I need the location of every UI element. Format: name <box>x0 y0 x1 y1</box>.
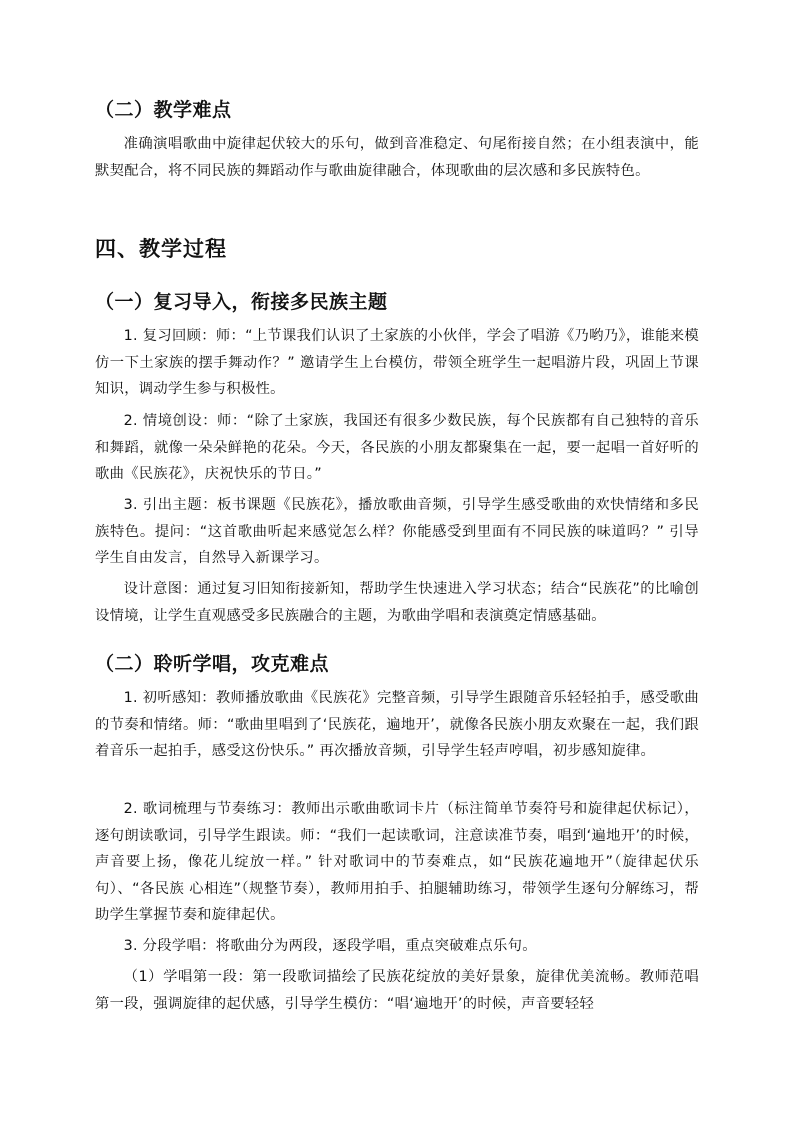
section-heading-review-intro: （一）复习导入，衔接多民族主题 <box>95 291 388 313</box>
paragraph-scenario: 2. 情境创设：师：“除了土家族，我国还有很多少数民族，每个民族都有自己独特的音乐和舞蹈，就像一朵朵鲜艳的花朵。今天，各民族的小朋友都聚集在一起，要一起唱一首好听的歌曲《民族花》，庆祝快乐的节日。” <box>95 413 699 482</box>
paragraph-first-section: （1）学唱第一段：第一段歌词描绘了民族花绽放的美好景象，旋律优美流畅。教师范唱第一段，强调旋律的起伏感，引导学生模仿：“唱‘遍地开’的时候，声音要轻轻 <box>95 969 699 1012</box>
paragraph-difficulties: 准确演唱歌曲中旋律起伏较大的乐句，做到音准稳定、句尾衔接自然；在小组表演中，能默契配合，将不同民族的舞蹈动作与歌曲旋律融合，体现歌曲的层次感和多民族特色。 <box>95 136 699 179</box>
chapter-heading-teaching-process: 四、教学过程 <box>95 237 227 261</box>
paragraph-lyrics-rhythm: 2. 歌词梳理与节奏练习：教师出示歌曲歌词卡片（标注简单节奏符号和旋律起伏标记），逐句朗读歌词，引导学生跟读。师：“我们一起读歌词，注意读准节奏，唱到‘遍地开’的时候，声音要上扬，像花儿绽放一样。” 针对歌词中的节奏难点，如“民族花遍地开”（旋律起伏乐句）、“各民族 心相连”（规整节奏），教师用拍手、拍腿辅助练习，带领学生逐句分解练习，帮助学生掌握节奏和旋律起伏。 <box>95 801 699 923</box>
paragraph-first-listen: 1. 初听感知：教师播放歌曲《民族花》完整音频，引导学生跟随音乐轻轻拍手，感受歌曲的节奏和情绪。师：“歌曲里唱到了‘民族花，遍地开’，就像各民族小朋友欢聚在一起，我们跟着音乐一起拍手，感受这份快乐。” 再次播放音频，引导学生轻声哼唱，初步感知旋律。 <box>95 690 699 759</box>
section-heading-listen-learn: （二）聆听学唱，攻克难点 <box>95 653 330 675</box>
paragraph-topic: 3. 引出主题：板书课题《民族花》，播放歌曲音频，引导学生感受歌曲的欢快情绪和多民族特色。提问：“这首歌曲听起来感觉怎么样？你能感受到里面有不同民族的味道吗？” 引导学生自由发言，自然导入新课学习。 <box>95 497 699 566</box>
paragraph-design-intent: 设计意图：通过复习旧知衔接新知，帮助学生快速进入学习状态；结合“民族花”的比喻创设情境，让学生直观感受多民族融合的主题，为歌曲学唱和表演奠定情感基础。 <box>95 581 699 624</box>
section-heading-teaching-difficulties: （二）教学难点 <box>95 99 232 121</box>
paragraph-review: 1. 复习回顾：师：“上节课我们认识了土家族的小伙伴，学会了唱游《乃哟乃》，谁能来模仿一下土家族的摆手舞动作？” 邀请学生上台模仿，带领全班学生一起唱游片段，巩固上节课知识，调动学生参与积极性。 <box>95 328 699 397</box>
paragraph-sectional-learning: 3. 分段学唱：将歌曲分为两段，逐段学唱，重点突破难点乐句。 <box>123 938 537 954</box>
